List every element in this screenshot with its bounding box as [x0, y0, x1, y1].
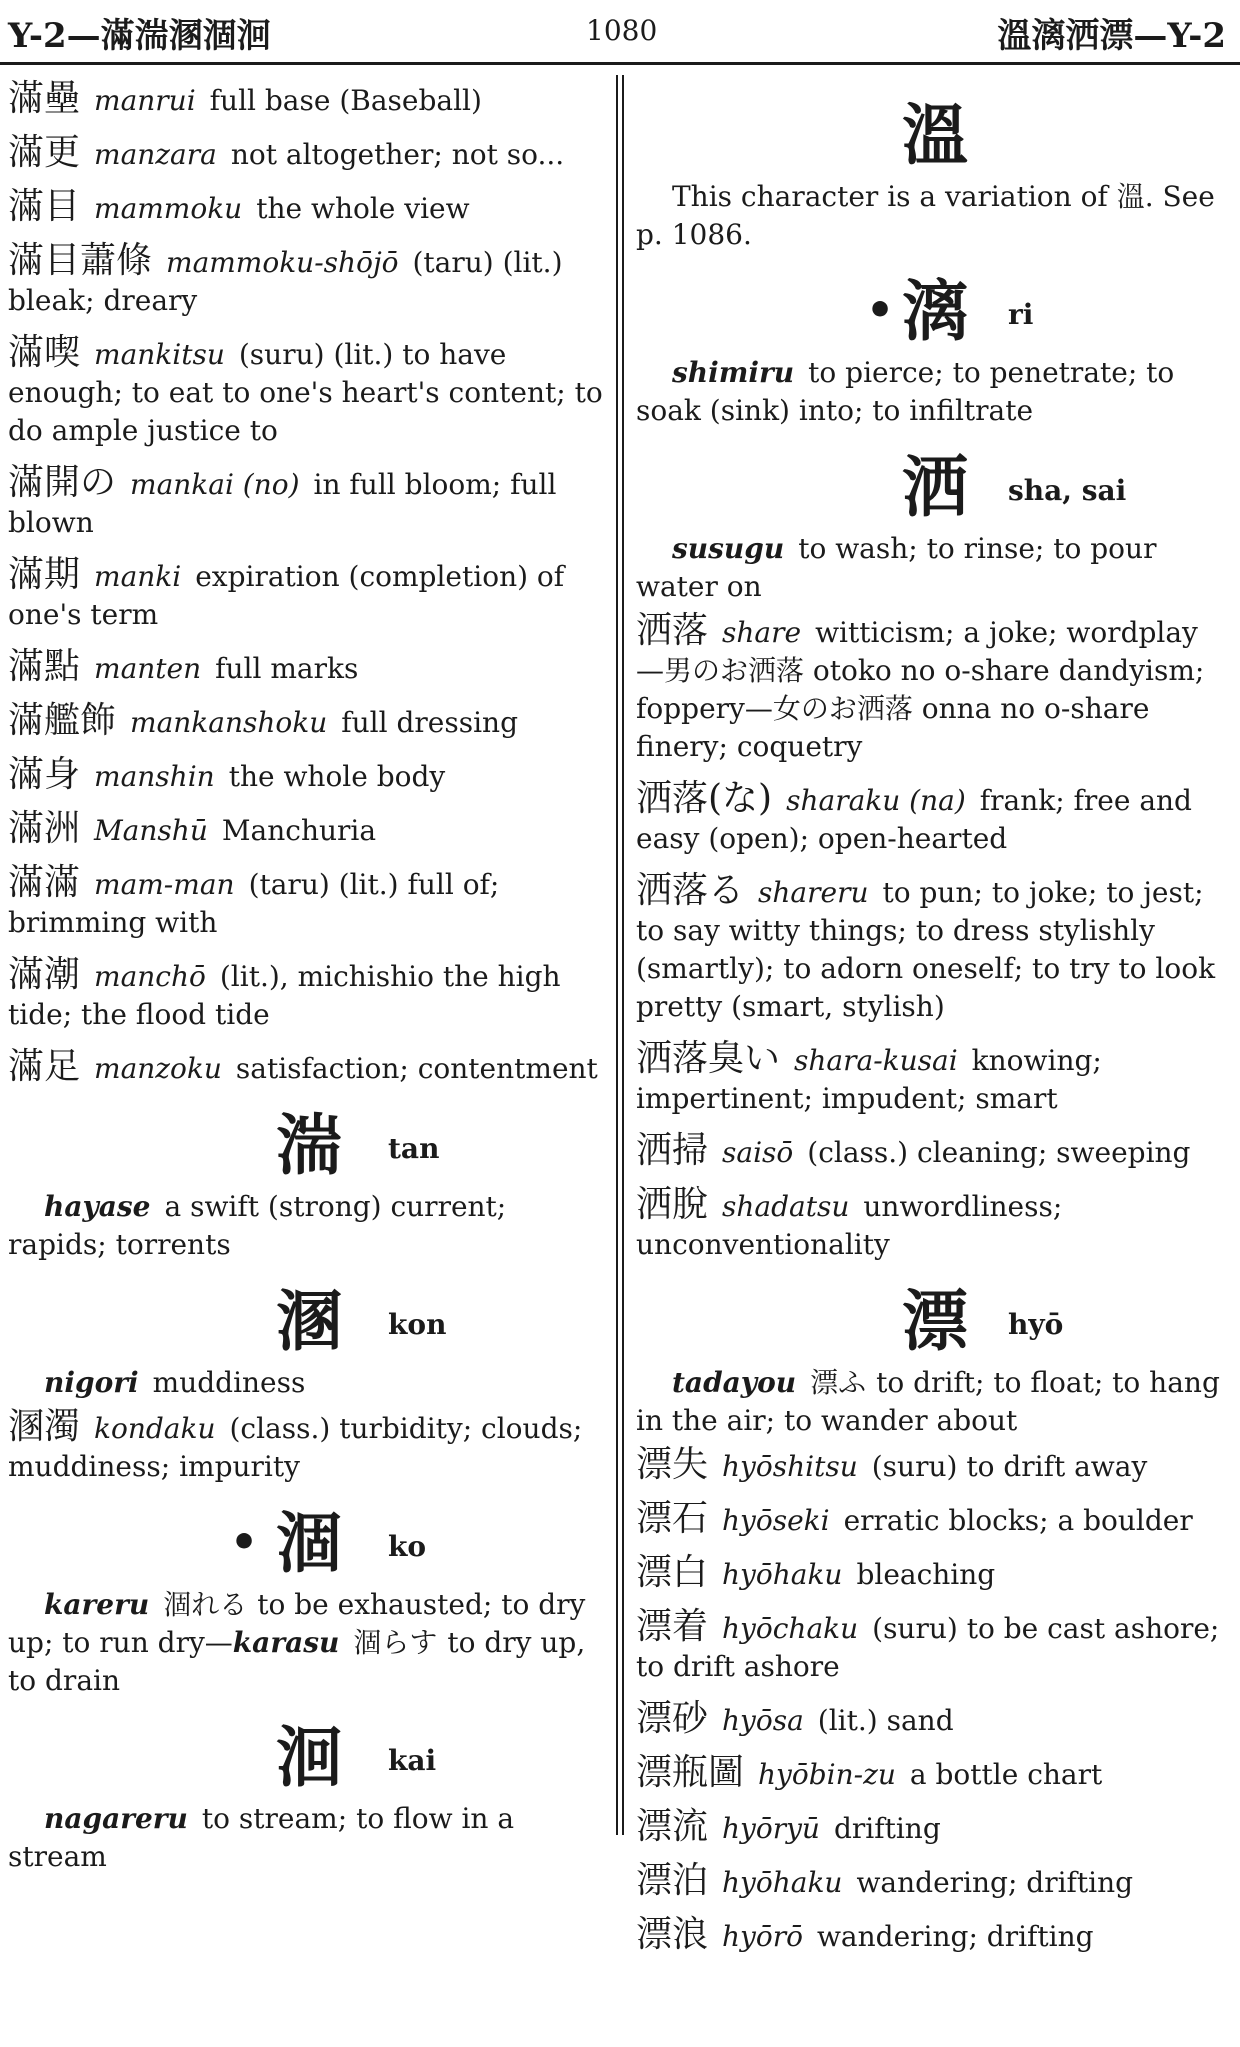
- entry-kondaku: [8, 1408, 604, 1486]
- note-on: This character is a variation of 溫. See p. 1086.: [636, 180, 1215, 251]
- entry-head: 滿目: [8, 186, 81, 227]
- dictionary-entry: [636, 872, 1230, 1026]
- entry-romaji: kondaku: [94, 1412, 216, 1445]
- entry-def: Manchuria: [221, 814, 377, 847]
- entry-def: wandering; drifting: [856, 1866, 1134, 1899]
- entry-romaji: mam-man: [94, 868, 235, 901]
- kun-sha: susugu: [672, 532, 785, 565]
- entry-romaji: hyōrō: [722, 1920, 803, 1953]
- right-column: [636, 80, 1230, 1970]
- dictionary-entry: [8, 956, 604, 1034]
- entry-def: witticism; a joke; wordplay —男のお洒落 otoko no o-share dandyism; foppery—女のお洒落 onna no o-share finery; coquetry: [636, 616, 1205, 763]
- entry-def: full marks: [215, 652, 359, 685]
- dictionary-entry: [8, 80, 604, 120]
- def-hyo: [636, 1364, 1230, 1440]
- entry-head: 滿目蕭條: [8, 240, 153, 281]
- dictionary-entry: [636, 1862, 1230, 1902]
- dictionary-entry: [636, 1608, 1230, 1686]
- def-kon-text: muddiness: [152, 1366, 306, 1399]
- dictionary-entry: [8, 242, 604, 320]
- entry-head: 洒落臭い: [636, 1038, 781, 1079]
- entry-head: 漂着: [636, 1606, 709, 1647]
- left-entry-list: [8, 80, 604, 1088]
- kun-kon: nigori: [44, 1366, 139, 1399]
- entry-romaji: hyōsa: [722, 1704, 804, 1737]
- def-kai: [8, 1800, 604, 1876]
- entry-head: 滿潮: [8, 954, 81, 995]
- dictionary-entry: [8, 810, 604, 850]
- dictionary-entry: [8, 648, 604, 688]
- entry-def: (taru) (lit.) full of; brimming with: [8, 868, 500, 939]
- dictionary-entry: [8, 464, 604, 542]
- entry-head: 漂泊: [636, 1860, 709, 1901]
- entry-def: knowing; impertinent; impudent; smart: [636, 1044, 1102, 1115]
- entry-head: 滿滿: [8, 862, 81, 903]
- entry-def: unwordliness; unconventionality: [636, 1190, 1063, 1261]
- dictionary-entry: [8, 134, 604, 174]
- kanji-block-kai: [8, 1718, 604, 1796]
- entry-head: 滿點: [8, 646, 81, 687]
- entry-romaji: hyōryū: [722, 1812, 820, 1845]
- entry-def: wandering; drifting: [816, 1920, 1094, 1953]
- kanji-block-sha: [636, 448, 1230, 526]
- def-sha-text: to wash; to rinse; to pour water on: [636, 532, 1157, 603]
- kanji-on: 溫: [902, 96, 968, 174]
- entry-romaji: manten: [94, 652, 202, 685]
- entry-head: 漂流: [636, 1806, 709, 1847]
- entry-def: the whole view: [256, 192, 470, 225]
- entry-head: 滿喫: [8, 332, 81, 373]
- sha-entry-list: [636, 612, 1230, 1264]
- entry-def: frank; free and easy (open); open-hearted: [636, 784, 1192, 855]
- marker-dot: •: [230, 1517, 259, 1568]
- def-kai-text: to stream; to flow in a stream: [8, 1802, 515, 1873]
- kun2-ko-kana: 涸らす: [353, 1626, 438, 1659]
- dictionary-entry: [8, 756, 604, 796]
- entry-romaji: manrui: [94, 84, 196, 117]
- def-ko-2: to dry up, to drain: [8, 1626, 586, 1697]
- column-divider: [616, 75, 618, 1835]
- reading-sha: sha, sai: [1008, 474, 1127, 507]
- column-divider-double: [622, 75, 624, 1835]
- kanji-kon: 溷: [276, 1282, 342, 1360]
- entry-def: not altogether; not so...: [230, 138, 565, 171]
- entry-def: full dressing: [341, 706, 518, 739]
- entry-def: in full bloom; full blown: [8, 468, 557, 539]
- entry-head: 滿開の: [8, 462, 117, 503]
- dictionary-entry: [8, 556, 604, 634]
- entry-romaji: hyōhaku: [722, 1866, 843, 1899]
- entry-def: full base (Baseball): [209, 84, 482, 117]
- kun-hyo-kana: 漂ふ: [810, 1366, 867, 1399]
- entry-head: 滿壘: [8, 78, 81, 119]
- entry-def: drifting: [833, 1812, 941, 1845]
- dictionary-entry: [636, 1700, 1230, 1740]
- entry-def: satisfaction; contentment: [235, 1052, 598, 1085]
- def-kon: [8, 1364, 604, 1402]
- def-sha: [636, 530, 1230, 606]
- kanji-sha: 洒: [902, 448, 968, 526]
- dictionary-entry: [636, 1916, 1230, 1956]
- dictionary-entry: [8, 334, 604, 450]
- entry-def: (suru) to drift away: [871, 1450, 1148, 1483]
- entry-head: 洒落: [636, 610, 709, 651]
- kanji-ko: 涸: [276, 1504, 342, 1582]
- entry-def: (suru) to be cast ashore; to drift ashore: [636, 1612, 1220, 1683]
- entry-romaji: mankanshoku: [130, 706, 328, 739]
- entry-def: (lit.), michishio the high tide; the flood tide: [8, 960, 561, 1031]
- entry-romaji: hyōchaku: [722, 1612, 859, 1645]
- kanji-kai: 洄: [276, 1718, 342, 1796]
- entry-romaji: manki: [94, 560, 182, 593]
- dictionary-entry: [636, 1500, 1230, 1540]
- entry-romaji: hyōseki: [722, 1504, 830, 1537]
- def-ko: [8, 1586, 604, 1700]
- kun-ri: shimiru: [672, 356, 795, 389]
- dictionary-entry: [8, 188, 604, 228]
- dictionary-entry: [8, 1048, 604, 1088]
- kanji-block-ko: [8, 1504, 604, 1582]
- kanji-block-tan: [8, 1106, 604, 1184]
- entry-romaji: sharaku (na): [786, 784, 966, 817]
- kun-hyo: tadayou: [672, 1366, 797, 1399]
- page-number: 1080: [586, 14, 658, 47]
- kun-ko-kana: 涸れる: [163, 1588, 248, 1621]
- entry-romaji: manzoku: [94, 1052, 222, 1085]
- dictionary-entry: [636, 1754, 1230, 1794]
- entry-head: 洒落る: [636, 870, 745, 911]
- entry-romaji: manzara: [94, 138, 217, 171]
- dictionary-entry: [8, 864, 604, 942]
- dictionary-entry: [636, 1808, 1230, 1848]
- reading-hyo: hyō: [1008, 1308, 1064, 1341]
- entry-head: 漂石: [636, 1498, 709, 1539]
- kanji-block-kon: [8, 1282, 604, 1360]
- dictionary-entry: [636, 612, 1230, 766]
- dictionary-entry: [636, 1446, 1230, 1486]
- entry-romaji: manshin: [94, 760, 215, 793]
- entry-head: 漂浪: [636, 1914, 709, 1955]
- entry-head: 洒脫: [636, 1184, 709, 1225]
- entry-head: 漂砂: [636, 1698, 709, 1739]
- entry-romaji: Manshū: [94, 814, 208, 847]
- def-ri: [636, 354, 1230, 430]
- entry-romaji: shadatsu: [722, 1190, 850, 1223]
- entry-def: erratic blocks; a boulder: [843, 1504, 1193, 1537]
- entry-def: (suru) (lit.) to have enough; to eat to one's heart's content; to do ample justice to: [8, 338, 603, 447]
- entry-def: (taru) (lit.) bleak; dreary: [8, 246, 563, 317]
- reading-ko: ko: [388, 1530, 427, 1563]
- entry-def: (class.) turbidity; clouds; muddiness; impurity: [8, 1412, 583, 1483]
- entry-romaji: mammoku-shōjō: [166, 246, 399, 279]
- entry-romaji: hyōshitsu: [722, 1450, 858, 1483]
- header-rule: [0, 62, 1240, 65]
- kanji-hyo: 漂: [902, 1282, 968, 1360]
- entry-head: 洒掃: [636, 1130, 709, 1171]
- entry-romaji: shara-kusai: [794, 1044, 958, 1077]
- reading-kon: kon: [388, 1308, 447, 1341]
- entry-head: 滿期: [8, 554, 81, 595]
- entry-romaji: hyōhaku: [722, 1558, 843, 1591]
- entry-def: (class.) cleaning; sweeping: [807, 1136, 1191, 1169]
- kun-kai: nagareru: [44, 1802, 188, 1835]
- hyo-entry-list: [636, 1446, 1230, 1956]
- def-ri-text: to pierce; to penetrate; to soak (sink) into; to infiltrate: [636, 356, 1175, 427]
- kun2-ko: karasu: [232, 1626, 340, 1659]
- kanji-block-ri: [636, 272, 1230, 350]
- kun-tan: hayase: [44, 1190, 151, 1223]
- entry-def: to pun; to joke; to jest; to say witty things; to dress stylishly (smartly); to adorn oneself; to try to look pretty (smart, stylish): [636, 876, 1216, 1023]
- kun-ko: kareru: [44, 1588, 150, 1621]
- entry-head: 滿更: [8, 132, 81, 173]
- entry-romaji: hyōbin-zu: [758, 1758, 896, 1791]
- def-tan: [8, 1188, 604, 1264]
- dictionary-entry: [636, 1132, 1230, 1172]
- entry-head: 洒落(な): [636, 778, 773, 819]
- entry-romaji: share: [722, 616, 802, 649]
- entry-head: 滿身: [8, 754, 81, 795]
- kanji-tan: 湍: [276, 1106, 342, 1184]
- kanji-ri: 漓: [902, 272, 968, 350]
- entry-def: the whole body: [228, 760, 446, 793]
- entry-romaji: shareru: [758, 876, 869, 909]
- marker-dot: •: [866, 285, 895, 336]
- dictionary-entry: [8, 702, 604, 742]
- kanji-block-hyo: [636, 1282, 1230, 1360]
- entry-head: 漂失: [636, 1444, 709, 1485]
- header-right-guide: 溫漓洒漂—Y-2: [997, 16, 1226, 56]
- entry-romaji: mammoku: [94, 192, 243, 225]
- entry-head: 滿足: [8, 1046, 81, 1087]
- entry-def: bleaching: [856, 1558, 996, 1591]
- dictionary-entry: [636, 780, 1230, 858]
- header-left-guide: Y-2—滿湍溷涸洄: [8, 16, 271, 56]
- entry-romaji: mankai (no): [130, 468, 300, 501]
- dictionary-entry: [636, 1040, 1230, 1118]
- kanji-block-on: [636, 96, 1230, 174]
- entry-def: expiration (completion) of one's term: [8, 560, 565, 631]
- reading-ri: ri: [1008, 298, 1034, 331]
- entry-def: a bottle chart: [909, 1758, 1103, 1791]
- entry-head: 滿艦飾: [8, 700, 117, 741]
- left-column: [8, 80, 604, 1882]
- dictionary-entry: [636, 1186, 1230, 1264]
- reading-tan: tan: [388, 1132, 440, 1165]
- entry-romaji: saisō: [722, 1136, 794, 1169]
- entry-def: (lit.) sand: [817, 1704, 954, 1737]
- dictionary-entry: [636, 1554, 1230, 1594]
- def-ko-1: to be exhausted; to dry up; to run dry—: [8, 1588, 586, 1659]
- entry-head: 漂白: [636, 1552, 709, 1593]
- entry-head: 漂瓶圖: [636, 1752, 745, 1793]
- reading-kai: kai: [388, 1744, 437, 1777]
- def-hyo-text: to drift; to float; to hang in the air; to wander about: [636, 1366, 1220, 1437]
- entry-romaji: mankitsu: [94, 338, 225, 371]
- entry-head: 溷濁: [8, 1406, 81, 1447]
- entry-head: 滿洲: [8, 808, 81, 849]
- entry-romaji: manchō: [94, 960, 206, 993]
- def-tan-text: a swift (strong) current; rapids; torrents: [8, 1190, 507, 1261]
